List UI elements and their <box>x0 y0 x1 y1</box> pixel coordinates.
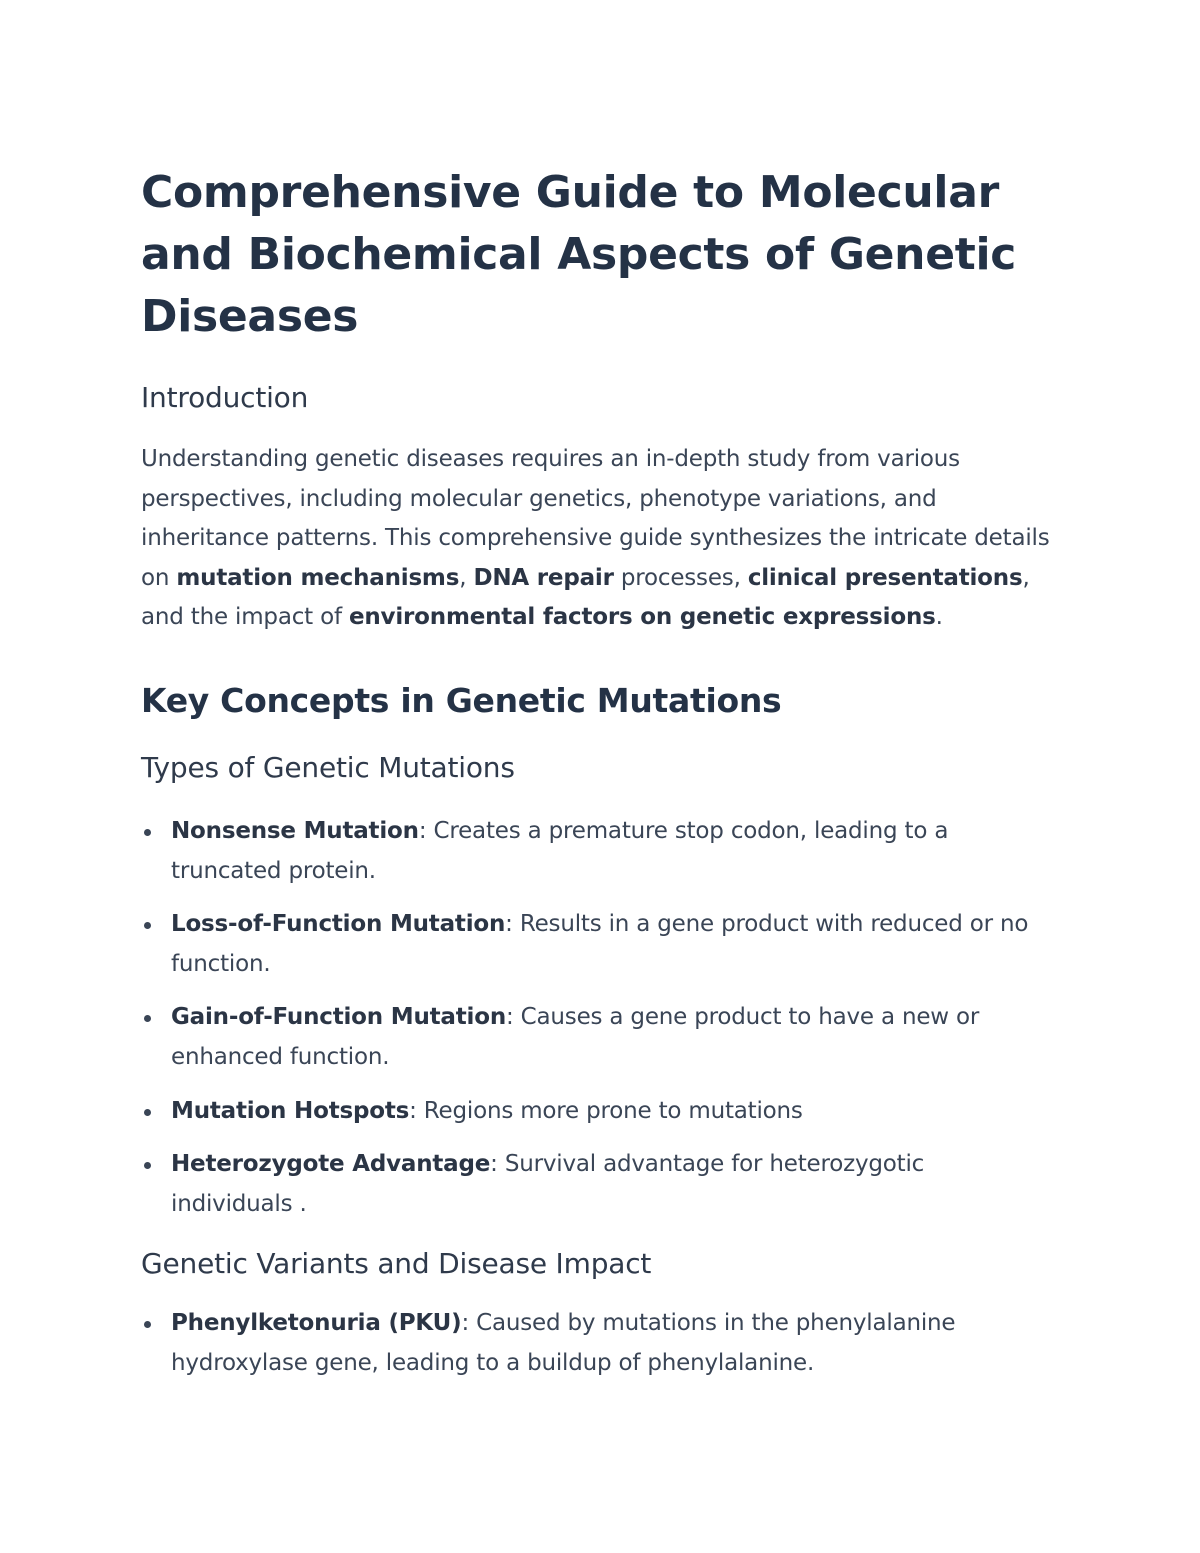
intro-text-4: , and the impact of <box>141 564 1030 631</box>
bullet-icon <box>144 1015 151 1022</box>
introduction-heading: Introduction <box>141 381 309 414</box>
key-concepts-heading: Key Concepts in Genetic Mutations <box>141 680 782 720</box>
list-item-description: Creates a premature stop codon, leading to a truncated protein. <box>171 817 949 884</box>
list-item-description: Results in a gene product with reduced or no function. <box>171 911 1029 977</box>
list-item-term: Nonsense Mutation <box>171 817 419 844</box>
list-item-term: Heterozygote Advantage <box>171 1151 491 1178</box>
bullet-icon <box>144 829 151 836</box>
list-item-separator: : <box>418 817 434 844</box>
intro-bold-mutation-mechanisms: mutation mechanisms <box>176 564 460 591</box>
intro-bold-environmental-factors: environmental factors on genetic expressions <box>348 604 936 631</box>
list-item-term: Gain-of-Function Mutation <box>171 1004 506 1031</box>
bullet-icon <box>144 1162 151 1169</box>
list-item <box>141 998 1050 1077</box>
list-item-separator: : <box>506 1004 521 1031</box>
list-item <box>141 1092 1050 1132</box>
list-item-separator: : <box>461 1310 477 1337</box>
list-item-separator: : <box>505 911 520 938</box>
list-item-separator: : <box>490 1151 505 1178</box>
bullet-icon <box>144 922 151 929</box>
list-item <box>141 1145 1050 1224</box>
mutation-types-heading: Types of Genetic Mutations <box>141 750 515 784</box>
mutation-types-list <box>141 812 1050 1224</box>
document-title: Comprehensive Guide to Molecular and Biochemical Aspects of Genetic Diseases <box>141 167 1017 342</box>
list-item-separator: : <box>409 1097 424 1124</box>
list-item-description: Caused by mutations in the phenylalanine hydroxylase gene, leading to a buildup of phenylalanine. <box>171 1310 956 1376</box>
introduction-paragraph <box>141 440 1050 638</box>
list-item <box>141 812 1050 891</box>
list-item-description: Survival advantage for heterozygotic individuals . <box>171 1151 925 1217</box>
list-item-description: Causes a gene product to have a new or enhanced function. <box>171 1004 980 1070</box>
bullet-icon <box>144 1109 151 1116</box>
intro-text-3: processes, <box>613 564 748 591</box>
bullet-icon <box>144 1321 151 1328</box>
list-item-description: Regions more prone to mutations <box>423 1097 803 1124</box>
intro-text-5: . <box>935 604 943 631</box>
list-item-term: Mutation Hotspots <box>171 1097 410 1124</box>
list-item-term: Phenylketonuria (PKU) <box>171 1310 462 1337</box>
intro-text-2: , <box>459 564 474 591</box>
list-item-term: Loss-of-Function Mutation <box>171 911 506 938</box>
genetic-variants-list <box>141 1304 1050 1383</box>
intro-text-1: Understanding genetic diseases requires an in-depth study from various perspectives, including molecular genetics, phenotype variations, and inheritance patterns. This comprehensive guide synthesizes the intricate details on <box>141 446 1050 591</box>
intro-bold-dna-repair: DNA repair <box>473 564 614 591</box>
list-item <box>141 905 1050 984</box>
list-item <box>141 1304 1050 1383</box>
genetic-variants-heading: Genetic Variants and Disease Impact <box>141 1247 652 1281</box>
intro-bold-clinical-presentations: clinical presentations <box>747 564 1023 591</box>
